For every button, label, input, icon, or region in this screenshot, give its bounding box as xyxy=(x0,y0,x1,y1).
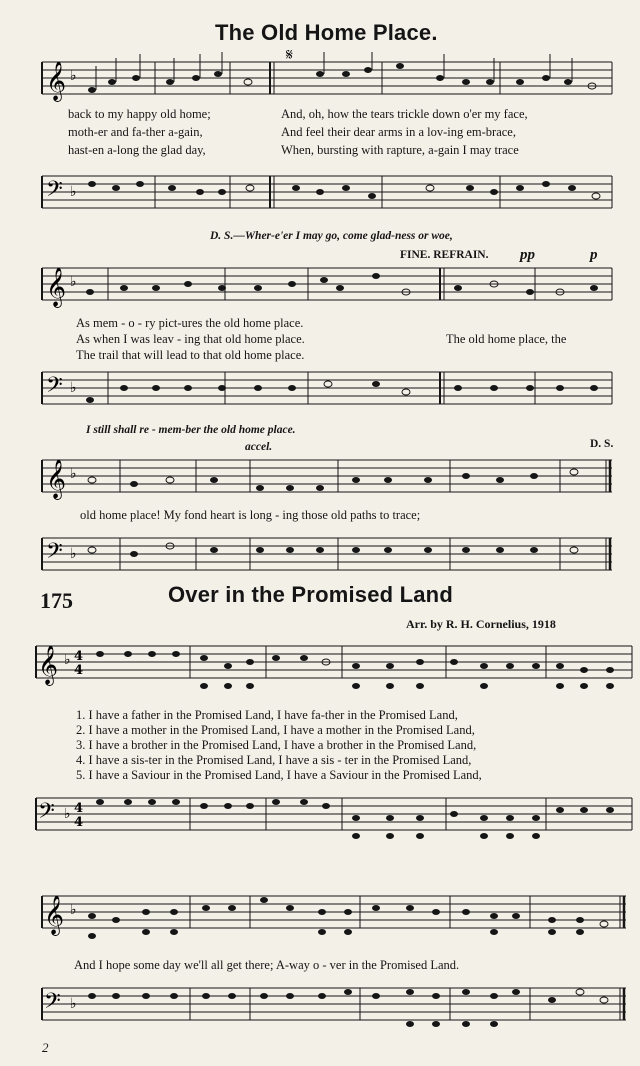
dynamic-p: p xyxy=(590,247,598,263)
svg-text:♭: ♭ xyxy=(70,546,77,562)
svg-text:4: 4 xyxy=(74,801,84,816)
bass-staff-3 xyxy=(0,528,640,588)
hymn1-verse3-b: When, bursting with rapture, a-gain I may trace xyxy=(281,143,519,157)
hymn1-line2-verse2: As when I was leav - ing that old home place. xyxy=(76,332,305,346)
hymn1-verse1-a: back to my happy old home; xyxy=(68,107,211,121)
svg-text:𝄢: 𝄢 xyxy=(44,989,61,1019)
svg-text:♭: ♭ xyxy=(70,184,77,200)
bass-staff-1 xyxy=(0,166,640,226)
hymn1-line2-verse1: As mem - o - ry pict-ures the old home place. xyxy=(76,316,304,330)
svg-text:𝄞: 𝄞 xyxy=(46,459,67,499)
ds-marking: D. S. xyxy=(590,438,614,450)
bass-staff-5 xyxy=(0,978,640,1048)
treble-staff-3 xyxy=(0,450,640,510)
ds-lyric-line xyxy=(210,230,453,242)
svg-text:𝄢: 𝄢 xyxy=(46,539,63,569)
treble-staff-1 xyxy=(0,45,640,112)
hymn1-verse2-b: And feel their dear arms in a lov-ing em-brace, xyxy=(281,125,516,139)
accel-marking: accel. xyxy=(245,441,273,453)
svg-text:𝄢: 𝄢 xyxy=(38,799,55,829)
svg-text:𝄋: 𝄋 xyxy=(286,45,293,64)
arranger-credit: Arr. by R. H. Cornelius, 1918 xyxy=(406,617,556,631)
svg-text:𝄞: 𝄞 xyxy=(46,61,67,101)
hymn1-line2-verse3: The trail that will lead to that old home place. xyxy=(76,348,305,362)
svg-text:♭: ♭ xyxy=(70,380,77,396)
hymn1-line3-lyric: old home place! My fond heart is long - ing those old paths to trace; xyxy=(80,508,421,522)
svg-text:♭: ♭ xyxy=(70,68,77,84)
dynamic-pp: pp xyxy=(520,247,535,263)
svg-text:𝄞: 𝄞 xyxy=(46,267,67,307)
hymn1-verse1-b: And, oh, how the tears trickle down o'er my face, xyxy=(281,107,528,121)
treble-staff-5 xyxy=(0,886,640,956)
svg-text:♭: ♭ xyxy=(70,996,77,1012)
hymn1-refrain-text: The old home place, the xyxy=(446,332,567,346)
page-number: 2 xyxy=(42,1040,49,1055)
svg-text:𝄢: 𝄢 xyxy=(46,177,63,207)
fine-refrain-label: FINE. REFRAIN. xyxy=(400,249,489,261)
hymn-title-promised-land: Over in the Promised Land xyxy=(168,582,453,607)
svg-text:𝄞: 𝄞 xyxy=(38,645,59,685)
bass-staff-4 xyxy=(0,788,640,858)
hymn2-chorus: And I hope some day we'll all get there; A-way o - ver in the Promised Land. xyxy=(74,958,460,972)
hymn-title-old-home-place: The Old Home Place. xyxy=(215,20,438,45)
svg-text:♭: ♭ xyxy=(70,274,77,290)
treble-staff-2 xyxy=(0,258,640,318)
hymn2-verse5: 5. I have a Saviour in the Promised Land, I have a Saviour in the Promised Land, xyxy=(76,768,482,782)
hymn2-verse3: 3. I have a brother in the Promised Land, I have a brother in the Promised Land, xyxy=(76,738,477,752)
svg-text:4: 4 xyxy=(74,663,84,678)
svg-text:♭: ♭ xyxy=(70,466,77,482)
treble-staff-4 xyxy=(0,636,640,706)
svg-text:𝄢: 𝄢 xyxy=(46,373,63,403)
hymn-number: 175 xyxy=(40,588,73,613)
hymn1-verse3-a: hast-en a-long the glad day, xyxy=(68,143,206,157)
bass-staff-2 xyxy=(0,362,640,422)
svg-text:♭: ♭ xyxy=(70,902,77,918)
hymn2-verse2: 2. I have a mother in the Promised Land, I have a mother in the Promised Land, xyxy=(76,723,475,737)
svg-text:4: 4 xyxy=(74,815,84,830)
svg-text:♭: ♭ xyxy=(64,806,71,822)
svg-text:♭: ♭ xyxy=(64,652,71,668)
hymn2-verse4: 4. I have a sis-ter in the Promised Land, I have a sis - ter in the Promised Land, xyxy=(76,753,472,767)
svg-text:4: 4 xyxy=(74,649,84,664)
svg-text:𝄞: 𝄞 xyxy=(44,895,65,935)
ds-lyric-text: D. S.—Wher-e'er I may go, come glad-ness or woe, xyxy=(210,230,453,242)
hymn2-verse1: 1. I have a father in the Promised Land, I have fa-ther in the Promised Land, xyxy=(76,708,458,722)
hymn1-verse2-a: moth-er and fa-ther a-gain, xyxy=(68,125,203,139)
hymn1-bass-lyric: I still shall re - mem-ber the old home place. xyxy=(86,424,296,436)
